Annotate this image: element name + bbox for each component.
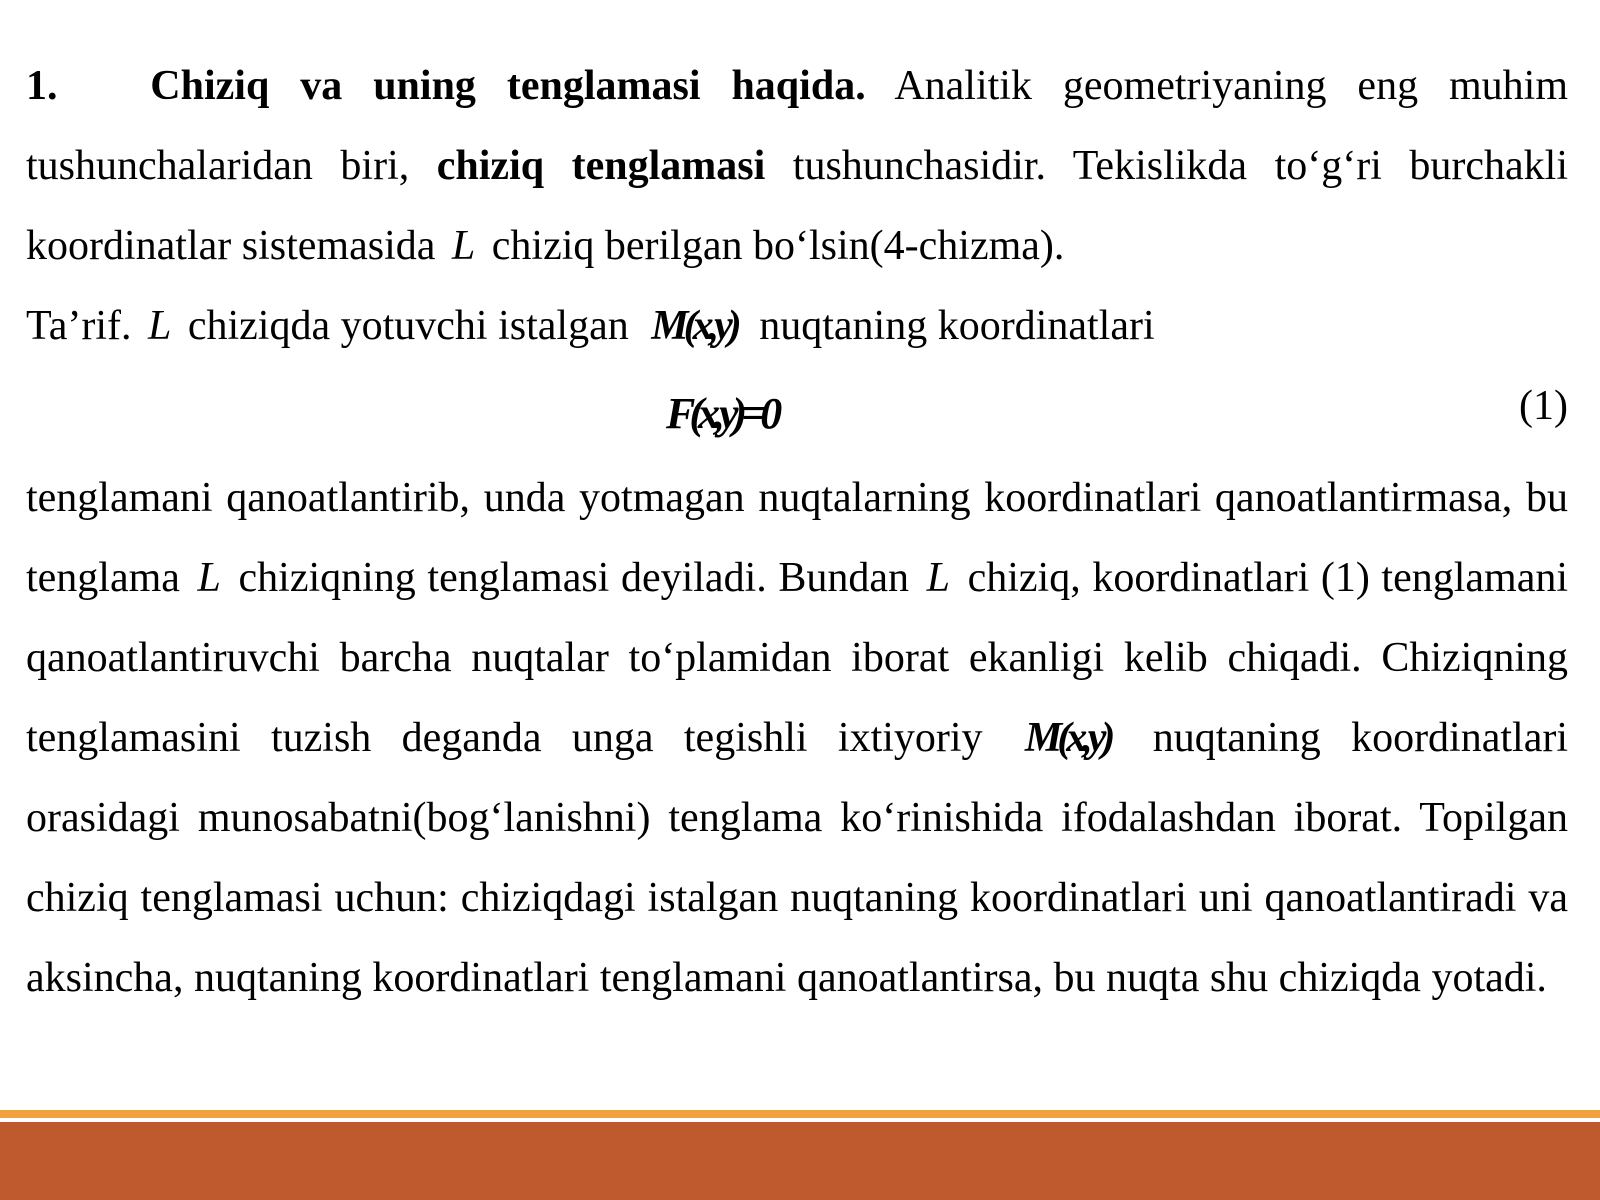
main-paragraph bbox=[26, 458, 1568, 1018]
section-heading: Chiziq va uning tenglamasi haqida. bbox=[150, 63, 866, 109]
intro-paragraph bbox=[26, 46, 1568, 286]
section-number: 1. bbox=[26, 63, 58, 109]
point-formula: M(x,y) bbox=[1024, 715, 1111, 761]
footer-band bbox=[0, 1122, 1600, 1200]
definition-text-1: chiziqda yotuvchi istalgan bbox=[187, 303, 629, 349]
variable-L: L bbox=[148, 303, 172, 349]
main-text-4: nuqtaning koordinatlari orasidagi munosabatni(bog‘lanishni) tenglama ko‘rinishida ifodalashdan iborat. Topilgan chiziq tenglamasi uchun: chiziqdagi istalgan nuqtaning koordinatlari uni qanoatlantiradi va aksincha, nuqtaning koordinatlari tenglamani qanoatlantirsa, bu nuqta shu chiziqda yotadi. bbox=[26, 715, 1569, 1001]
point-formula: M(x,y) bbox=[651, 303, 737, 349]
footer-accent-line bbox=[0, 1110, 1600, 1118]
main-text-1: tenglamani qanoatlantirib, unda yotmagan nuqtalarning koordinatlari qanoatlantirmasa, bu tenglama bbox=[26, 475, 1568, 601]
intro-text-3: chiziq berilgan bo‘lsin(4-chizma). bbox=[491, 223, 1065, 269]
document-body bbox=[26, 46, 1568, 1018]
definition-line bbox=[26, 286, 1568, 366]
variable-L: L bbox=[197, 555, 221, 601]
main-text-3: chiziq, koordinatlari (1) tenglamani qanoatlantiruvchi barcha nuqtalar to‘plamidan iborat ekanligi kelib chiqadi. Chiziqning tenglamasini tuzish deganda unga tegishli ixtiyoriy bbox=[26, 555, 1569, 761]
intro-text-1: Analitik geometriyaning eng muhim tushunchalaridan biri, bbox=[26, 63, 1569, 189]
equation-formula: F(x,y)=0 bbox=[666, 389, 777, 438]
definition-lead: Ta’rif. bbox=[26, 303, 132, 349]
definition-text-2: nuqtaning koordinatlari bbox=[759, 303, 1155, 349]
variable-L: L bbox=[451, 223, 476, 269]
bold-term: chiziq tenglamasi bbox=[436, 143, 766, 189]
main-text-2: chiziqning tenglamasi deyiladi. Bundan bbox=[238, 555, 910, 601]
equation-line bbox=[26, 366, 1568, 458]
equation-number: (1) bbox=[1519, 383, 1568, 429]
variable-L: L bbox=[926, 555, 950, 601]
intro-text-2: tushunchasidir. Tekislikda to‘g‘ri burchakli koordinatlar sistemasida bbox=[26, 143, 1568, 269]
